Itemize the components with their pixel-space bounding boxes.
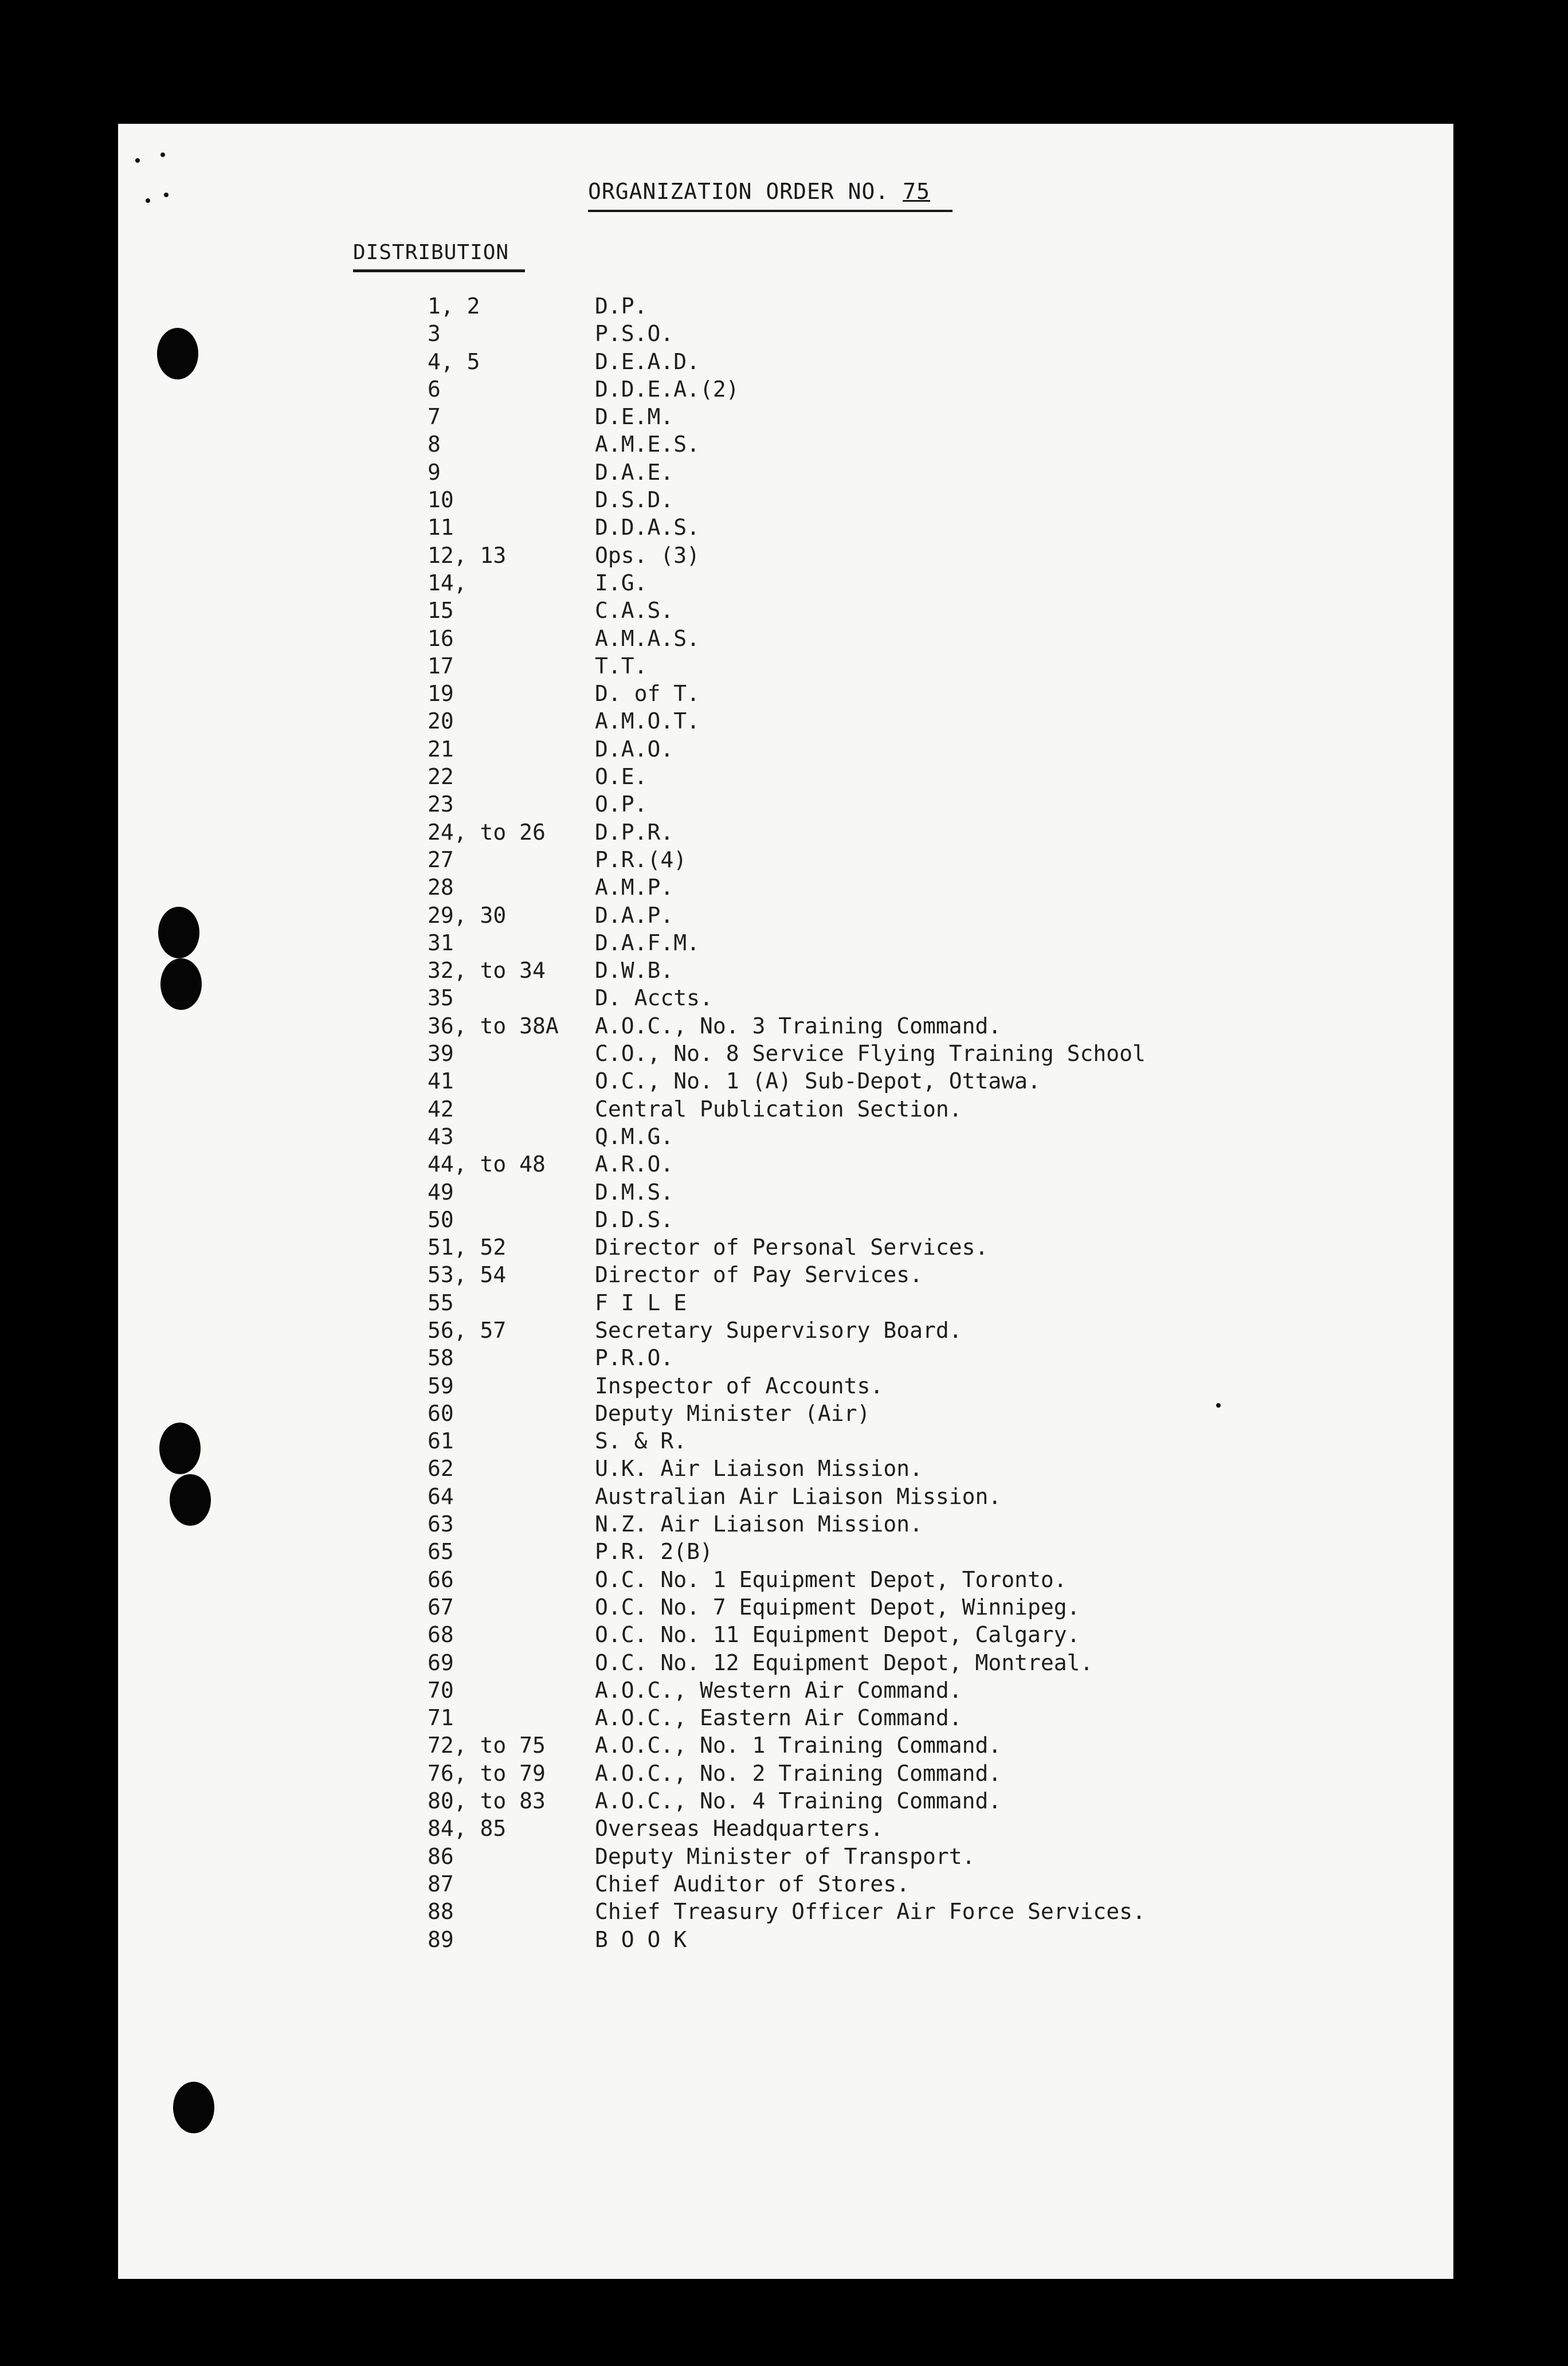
distribution-row — [118, 820, 1453, 847]
recipient: D.A.P. — [595, 902, 674, 928]
distribution-row — [118, 1373, 1453, 1401]
copy-numbers: 66 — [428, 1566, 454, 1592]
recipient: N.Z. Air Liaison Mission. — [595, 1511, 923, 1537]
recipient: O.C. No. 7 Equipment Depot, Winnipeg. — [595, 1594, 1080, 1620]
copy-numbers: 67 — [428, 1594, 454, 1620]
recipient: Q.M.G. — [595, 1123, 674, 1149]
distribution-row — [118, 1401, 1453, 1428]
distribution-row — [118, 708, 1453, 736]
copy-numbers: 11 — [428, 515, 454, 540]
distribution-row — [118, 1899, 1453, 1926]
punch-hole — [159, 1423, 201, 1474]
copy-numbers: 56, 57 — [428, 1317, 507, 1343]
recipient: Deputy Minister of Transport. — [595, 1843, 975, 1869]
distribution-row — [118, 1705, 1453, 1733]
copy-numbers: 76, to 79 — [428, 1760, 546, 1786]
copy-numbers: 60 — [428, 1400, 454, 1426]
distribution-row — [118, 1068, 1453, 1096]
distribution-heading: DISTRIBUTION — [353, 241, 509, 264]
copy-numbers: 6 — [428, 376, 441, 402]
recipient: Central Publication Section. — [595, 1096, 962, 1122]
recipient: A.O.C., No. 3 Training Command. — [595, 1013, 1002, 1039]
copy-numbers: 12, 13 — [428, 542, 507, 568]
punch-hole — [160, 958, 202, 1010]
copy-numbers: 14, — [428, 570, 467, 596]
speck — [160, 152, 165, 157]
recipient: D.S.D. — [595, 487, 674, 513]
distribution-row — [118, 737, 1453, 764]
copy-numbers: 24, to 26 — [428, 819, 546, 845]
copy-numbers: 64 — [428, 1483, 454, 1509]
copy-numbers: 7 — [428, 404, 441, 430]
distribution-row — [118, 515, 1453, 542]
copy-numbers: 87 — [428, 1871, 454, 1897]
copy-numbers: 10 — [428, 487, 454, 513]
order-number: 75 — [903, 179, 930, 204]
recipient: D. of T. — [595, 681, 700, 707]
recipient: Chief Auditor of Stores. — [595, 1871, 910, 1897]
distribution-row — [118, 1428, 1453, 1456]
copy-numbers: 50 — [428, 1206, 454, 1232]
recipient: C.O., No. 8 Service Flying Training School — [595, 1041, 1146, 1067]
distribution-row — [118, 598, 1453, 625]
recipient: P.R.O. — [595, 1345, 674, 1371]
recipient: F I L E — [595, 1290, 687, 1315]
recipient: Director of Personal Services. — [595, 1235, 989, 1260]
distribution-row — [118, 377, 1453, 404]
copy-numbers: 49 — [428, 1179, 454, 1205]
recipient: Secretary Supervisory Board. — [595, 1317, 962, 1343]
page-header — [588, 179, 930, 204]
copy-numbers: 41 — [428, 1068, 454, 1094]
recipient: C.A.S. — [595, 598, 674, 624]
distribution-row — [118, 570, 1453, 598]
copy-numbers: 17 — [428, 653, 454, 679]
recipient: D.P. — [595, 293, 648, 319]
distribution-row — [118, 1180, 1453, 1207]
copy-numbers: 39 — [428, 1041, 454, 1067]
copy-numbers: 16 — [428, 625, 454, 651]
distribution-row — [118, 1678, 1453, 1705]
copy-numbers: 36, to 38A — [428, 1013, 559, 1039]
distribution-row — [118, 1788, 1453, 1816]
copy-numbers: 86 — [428, 1843, 454, 1869]
distribution-row — [118, 903, 1453, 930]
recipient: S. & R. — [595, 1428, 687, 1454]
distribution-row — [118, 1733, 1453, 1760]
copy-numbers: 44, to 48 — [428, 1151, 546, 1177]
distribution-row — [118, 487, 1453, 515]
distribution-row — [118, 1622, 1453, 1650]
copy-numbers: 70 — [428, 1677, 454, 1703]
document-page — [118, 124, 1453, 2279]
distribution-row — [118, 1096, 1453, 1124]
recipient: D.P.R. — [595, 819, 674, 845]
distribution-row — [118, 1816, 1453, 1843]
copy-numbers: 71 — [428, 1705, 454, 1731]
punch-hole — [157, 328, 198, 379]
copy-numbers: 3 — [428, 321, 441, 347]
distribution-row — [118, 1345, 1453, 1373]
distribution-row — [118, 1595, 1453, 1622]
distribution-row — [118, 792, 1453, 819]
recipient: O.C. No. 1 Equipment Depot, Toronto. — [595, 1566, 1067, 1592]
recipient: T.T. — [595, 653, 648, 679]
distribution-row — [118, 681, 1453, 708]
recipient: A.O.C., No. 4 Training Command. — [595, 1788, 1002, 1814]
recipient: P.R. 2(B) — [595, 1539, 713, 1565]
copy-numbers: 1, 2 — [428, 293, 480, 319]
speck — [164, 193, 168, 197]
copy-numbers: 51, 52 — [428, 1235, 507, 1260]
order-title: ORGANIZATION ORDER NO. — [588, 179, 889, 204]
copy-numbers: 21 — [428, 736, 454, 762]
recipient: D.A.F.M. — [595, 930, 700, 955]
distribution-row — [118, 1567, 1453, 1595]
copy-numbers: 61 — [428, 1428, 454, 1454]
copy-numbers: 68 — [428, 1622, 454, 1648]
recipient: A.O.C., No. 2 Training Command. — [595, 1760, 1002, 1786]
copy-numbers: 4, 5 — [428, 348, 480, 374]
recipient: D.E.M. — [595, 404, 674, 430]
distribution-row — [118, 543, 1453, 570]
distribution-row — [118, 432, 1453, 459]
recipient: I.G. — [595, 570, 648, 596]
recipient: D. Accts. — [595, 985, 713, 1011]
recipient: Ops. (3) — [595, 542, 700, 568]
copy-numbers: 59 — [428, 1373, 454, 1399]
recipient: A.M.E.S. — [595, 432, 700, 457]
distribution-row — [118, 1124, 1453, 1151]
distribution-row — [118, 958, 1453, 985]
recipient: O.P. — [595, 792, 648, 817]
copy-numbers: 69 — [428, 1650, 454, 1675]
recipient: A.O.C., No. 1 Training Command. — [595, 1733, 1002, 1758]
distribution-row — [118, 1262, 1453, 1290]
speck — [1216, 1403, 1221, 1408]
copy-numbers: 31 — [428, 930, 454, 955]
recipient: Inspector of Accounts. — [595, 1373, 884, 1399]
distribution-row — [118, 1041, 1453, 1068]
copy-numbers: 35 — [428, 985, 454, 1011]
copy-numbers: 27 — [428, 847, 454, 872]
speck — [135, 158, 140, 163]
recipient: Deputy Minister (Air) — [595, 1400, 871, 1426]
punch-hole — [158, 907, 199, 958]
distribution-row — [118, 764, 1453, 792]
copy-numbers: 28 — [428, 875, 454, 900]
distribution-row — [118, 1761, 1453, 1788]
recipient: D.D.A.S. — [595, 515, 700, 540]
copy-numbers: 20 — [428, 708, 454, 734]
speck — [146, 198, 150, 203]
recipient: D.A.O. — [595, 736, 674, 762]
recipient: O.E. — [595, 764, 648, 790]
copy-numbers: 72, to 75 — [428, 1733, 546, 1758]
distribution-row — [118, 1456, 1453, 1483]
copy-numbers: 8 — [428, 432, 441, 457]
recipient: A.O.C., Eastern Air Command. — [595, 1705, 962, 1731]
recipient: Overseas Headquarters. — [595, 1816, 884, 1842]
recipient: O.C., No. 1 (A) Sub-Depot, Ottawa. — [595, 1068, 1041, 1094]
recipient: D.M.S. — [595, 1179, 674, 1205]
copy-numbers: 42 — [428, 1096, 454, 1122]
copy-numbers: 9 — [428, 459, 441, 485]
copy-numbers: 84, 85 — [428, 1816, 507, 1842]
distribution-row — [118, 460, 1453, 487]
copy-numbers: 43 — [428, 1123, 454, 1149]
copy-numbers: 22 — [428, 764, 454, 790]
recipient: A.M.O.T. — [595, 708, 700, 734]
distribution-row — [118, 1235, 1453, 1262]
recipient: Chief Treasury Officer Air Force Services. — [595, 1899, 1146, 1925]
recipient: D.E.A.D. — [595, 348, 700, 374]
recipient: A.R.O. — [595, 1151, 674, 1177]
distribution-row — [118, 349, 1453, 377]
distribution-list — [118, 293, 1453, 1954]
recipient: A.M.P. — [595, 875, 674, 900]
recipient: P.R.(4) — [595, 847, 687, 872]
recipient: A.M.A.S. — [595, 625, 700, 651]
punch-hole — [170, 1474, 211, 1526]
copy-numbers: 23 — [428, 792, 454, 817]
recipient: B O O K — [595, 1926, 687, 1952]
distribution-row — [118, 1484, 1453, 1511]
copy-numbers: 88 — [428, 1899, 454, 1925]
copy-numbers: 63 — [428, 1511, 454, 1537]
recipient: O.C. No. 11 Equipment Depot, Calgary. — [595, 1622, 1080, 1648]
recipient: D.W.B. — [595, 958, 674, 984]
recipient: Director of Pay Services. — [595, 1262, 923, 1288]
distribution-row — [118, 1151, 1453, 1179]
distribution-row — [118, 1290, 1453, 1318]
distribution-row — [118, 985, 1453, 1013]
distribution-row — [118, 1013, 1453, 1041]
copy-numbers: 58 — [428, 1345, 454, 1371]
copy-numbers: 65 — [428, 1539, 454, 1565]
copy-numbers: 29, 30 — [428, 902, 507, 928]
recipient: P.S.O. — [595, 321, 674, 347]
distribution-row — [118, 293, 1453, 321]
copy-numbers: 55 — [428, 1290, 454, 1315]
distribution-row — [118, 1650, 1453, 1678]
distribution-row — [118, 1844, 1453, 1871]
recipient: Australian Air Liaison Mission. — [595, 1483, 1002, 1509]
recipient: D.A.E. — [595, 459, 674, 485]
recipient: O.C. No. 12 Equipment Depot, Montreal. — [595, 1650, 1093, 1675]
distribution-row — [118, 1207, 1453, 1235]
recipient: D.D.S. — [595, 1206, 674, 1232]
recipient: D.D.E.A.(2) — [595, 376, 739, 402]
copy-numbers: 32, to 34 — [428, 958, 546, 984]
distribution-row — [118, 321, 1453, 348]
header-underline — [588, 210, 952, 212]
recipient: A.O.C., Western Air Command. — [595, 1677, 962, 1703]
distribution-underline — [353, 269, 525, 272]
distribution-row — [118, 1511, 1453, 1539]
distribution-row — [118, 1871, 1453, 1899]
copy-numbers: 80, to 83 — [428, 1788, 546, 1814]
distribution-row — [118, 1318, 1453, 1345]
copy-numbers: 15 — [428, 598, 454, 624]
distribution-row — [118, 930, 1453, 958]
punch-hole — [173, 2082, 214, 2133]
distribution-row — [118, 404, 1453, 432]
distribution-row — [118, 626, 1453, 653]
distribution-row — [118, 1539, 1453, 1566]
recipient: U.K. Air Liaison Mission. — [595, 1456, 923, 1482]
distribution-row — [118, 653, 1453, 681]
copy-numbers: 19 — [428, 681, 454, 707]
distribution-row — [118, 875, 1453, 902]
copy-numbers: 53, 54 — [428, 1262, 507, 1288]
copy-numbers: 89 — [428, 1926, 454, 1952]
distribution-row — [118, 847, 1453, 875]
distribution-row — [118, 1927, 1453, 1954]
copy-numbers: 62 — [428, 1456, 454, 1482]
